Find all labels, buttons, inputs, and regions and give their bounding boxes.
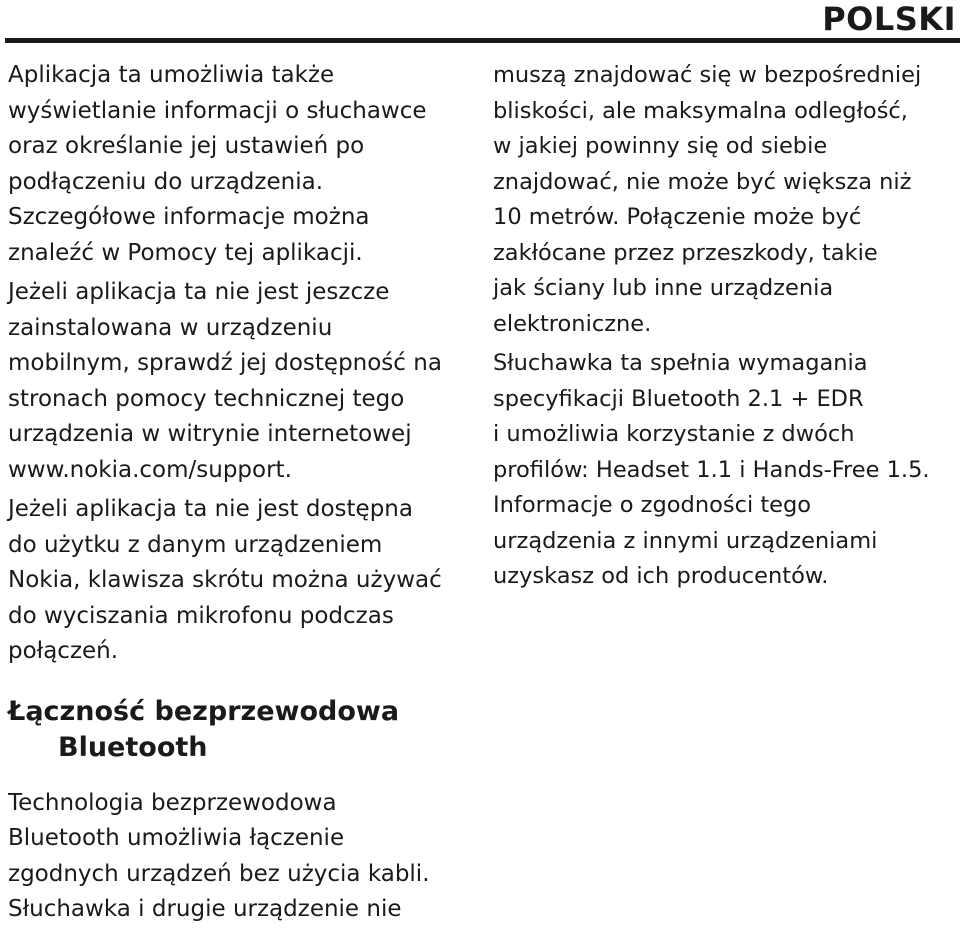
text-line: stronach pomocy technicznej tego [8,385,405,412]
text-line: Nokia, klawisza skrótu można używać [8,567,442,593]
text-line: Jeżeli aplikacja ta nie jest dostępna [8,496,413,522]
text-line: wyświetlanie informacji o słuchawce [8,97,427,124]
text-line: Bluetooth umożliwia łączenie [8,825,345,851]
paragraph-compatibility [493,488,955,595]
text-line: Jeżeli aplikacja ta nie jest jeszcze [8,279,390,305]
text-line: Informacje o zgodności tego [493,492,812,518]
paragraph-bluetooth-intro [8,786,470,928]
text-line: profilów: Headset 1.1 i Hands-Free 1.5. [493,456,930,483]
text-line: zgodnych urządzeń bez użycia kabli. [8,860,430,887]
right-column [493,58,955,595]
text-line: połączeń. [8,638,119,664]
header-rule [5,38,960,43]
left-column [8,58,470,928]
language-label: POLSKI [822,0,956,38]
text-line: znaleźć w Pomocy tej aplikacji. [8,239,363,266]
text-line: 10 metrów. Połączenie może być [493,204,862,230]
text-line: bliskości, ale maksymalna odległość, [493,97,908,124]
text-line: urządzenia w witrynie internetowej [8,421,412,447]
text-line: www.nokia.com/support. [8,456,292,483]
text-line: zainstalowana w urządzeniu [8,314,333,341]
text-line: Łączność bezprzewodowa [8,695,400,727]
paragraph-shortcut-key [8,492,470,670]
text-line: Słuchawka i drugie urządzenie nie [8,896,402,922]
text-line: mobilnym, sprawdź jej dostępność na [8,350,442,376]
text-line: do użytku z danym urządzeniem [8,531,383,558]
text-line: Aplikacja ta umożliwia także [8,62,335,88]
text-line: zakłócane przez przeszkody, takie [493,239,878,266]
text-line: i umożliwia korzystanie z dwóch [493,421,855,447]
text-line: elektroniczne. [493,310,652,337]
text-line: podłączeniu do urządzenia. [8,168,324,195]
text-line: do wyciszania mikrofonu podczas [8,602,394,629]
paragraph-app-availability [8,275,470,488]
text-line: specyfikacji Bluetooth 2.1 + EDR [493,385,864,412]
text-line: urządzenia z innymi urządzeniami [493,527,878,554]
text-line: Technologia bezprzewodowa [8,789,337,816]
text-line: Słuchawka ta spełnia wymagania [493,350,868,376]
paragraph-app-info [8,58,470,271]
section-heading-bluetooth [8,694,470,766]
text-line: uzyskasz od ich producentów. [493,563,829,589]
paragraph-distance [493,58,955,342]
text-line: w jakiej powinny się od siebie [493,133,828,159]
text-line: jak ściany lub inne urządzenia [493,275,834,301]
text-line: Bluetooth [58,731,208,763]
text-line: znajdować, nie może być większa niż [493,168,912,195]
text-line: oraz określanie jej ustawień po [8,133,365,159]
text-line: Szczegółowe informacje można [8,204,370,230]
text-line: muszą znajdować się w bezpośredniej [493,62,922,88]
paragraph-spec [493,346,955,488]
